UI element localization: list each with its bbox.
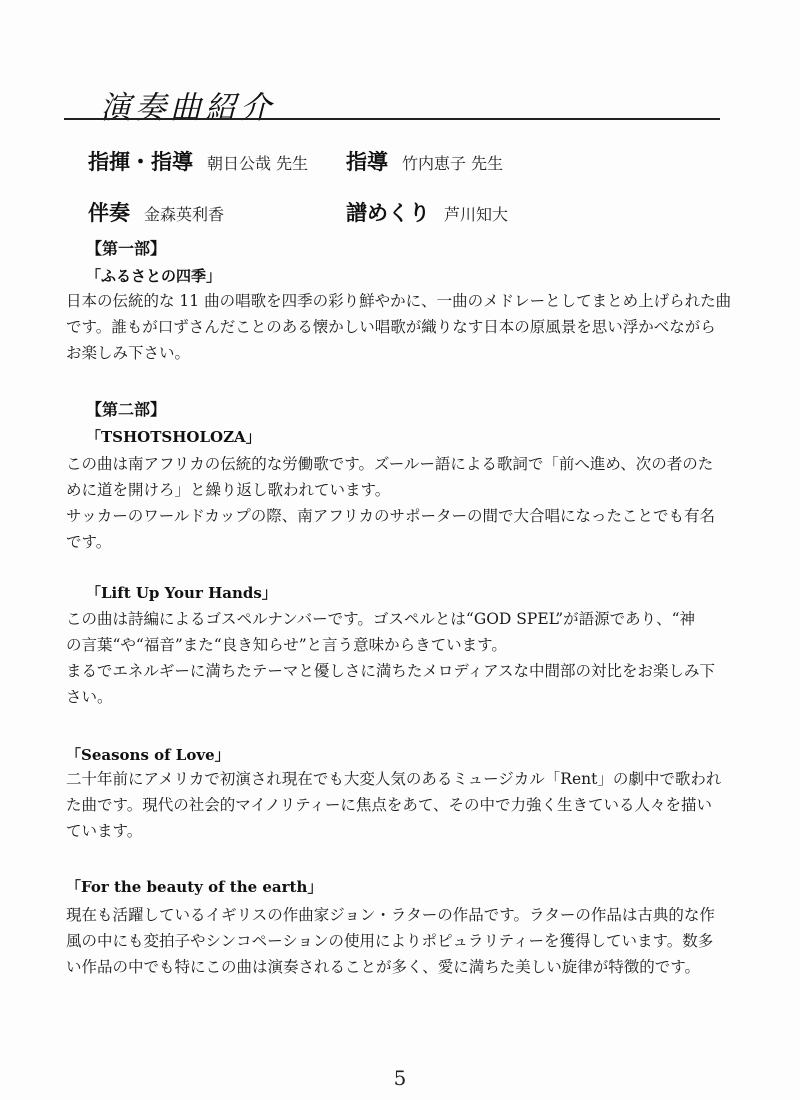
description-line: い作品の中でも特にこの曲は演奏されることが多く、愛に満ちた美しい旋律が特徴的です。 xyxy=(66,958,700,976)
description-line: さい。 xyxy=(66,688,113,706)
song-description xyxy=(66,288,732,366)
song-title: 「For the beauty of the earth」 xyxy=(66,878,323,896)
title-underline xyxy=(64,118,720,120)
description-line: です。 xyxy=(66,533,112,551)
description-line: です。誰もが口ずさんだことのある懐かしい唱歌が織りなす日本の原風景を思い浮かべながら xyxy=(66,318,716,336)
description-line: サッカーのワールドカップの際、南アフリカのサポーターの間で大合唱になったことでも有名 xyxy=(66,507,715,525)
description-line: の言葉“や“福音”また“良き知らせ”と言う意味からきています。 xyxy=(66,636,507,654)
credit-person: 竹内恵子 先生 xyxy=(402,154,504,173)
description-line: この曲は南アフリカの伝統的な労働歌です。ズールー語による歌詞で「前へ進め、次の者のた xyxy=(66,455,714,473)
page-number: 5 xyxy=(393,1066,407,1090)
credit-person: 朝日公哉 先生 xyxy=(207,154,309,173)
part-heading: 【第一部】 xyxy=(86,239,167,258)
description-line: まるでエネルギーに満ちたテーマと優しさに満ちたメロディアスな中間部の対比をお楽しみ下 xyxy=(66,662,715,680)
song-title: 「Lift Up Your Hands」 xyxy=(86,584,277,602)
credit-person: 芦川知大 xyxy=(444,205,509,224)
song-title: 「Seasons of Love」 xyxy=(66,746,230,764)
credit-role: 指導 xyxy=(346,149,388,174)
description-line: 風の中にも変拍子やシンコペーションの使用によりポピュラリティーを獲得しています。数多 xyxy=(66,932,714,950)
credit-person: 金森英利香 xyxy=(144,205,225,224)
description-line: めに道を開けろ」と繰り返し歌われています。 xyxy=(66,481,391,499)
credit-conductor xyxy=(88,146,308,176)
credit-piano xyxy=(88,197,224,227)
part-heading: 【第二部】 xyxy=(86,400,167,419)
credit-role: 指揮・指導 xyxy=(88,149,193,174)
song-description xyxy=(66,766,728,844)
song-title: 「ふるさとの四季」 xyxy=(86,267,222,285)
description-line: ています。 xyxy=(66,822,143,840)
description-line: この曲は詩編によるゴスペルナンバーです。ゴスペルとは“GOD SPEL”が語源であり、“神 xyxy=(66,610,696,628)
credit-page-turner xyxy=(346,197,508,227)
credit-role: 伴奏 xyxy=(88,200,130,225)
song-description xyxy=(66,902,728,980)
description-line: た曲です。現代の社会的マイノリティーに焦点をあて、その中で力強く生きている人々を描い xyxy=(66,796,713,814)
description-line: お楽しみ下さい。 xyxy=(66,344,191,362)
credit-role: 譜めくり xyxy=(346,200,430,225)
page-title: 演奏曲紹介 xyxy=(100,90,275,126)
description-line: 日本の伝統的な 11 曲の唱歌を四季の彩り鮮やかに、一曲のメドレーとしてまとめ上げられた曲 xyxy=(66,292,732,310)
song-description xyxy=(66,451,728,555)
song-title: 「TSHOTSHOLOZA」 xyxy=(86,428,261,446)
description-line: 二十年前にアメリカで初演され現在でも大変人気のあるミュージカル「Rent」の劇中で歌われ xyxy=(66,770,722,788)
credit-coach xyxy=(346,146,503,176)
song-description xyxy=(66,606,728,710)
description-line: 現在も活躍しているイギリスの作曲家ジョン・ラターの作品です。ラターの作品は古典的な作 xyxy=(66,906,715,924)
